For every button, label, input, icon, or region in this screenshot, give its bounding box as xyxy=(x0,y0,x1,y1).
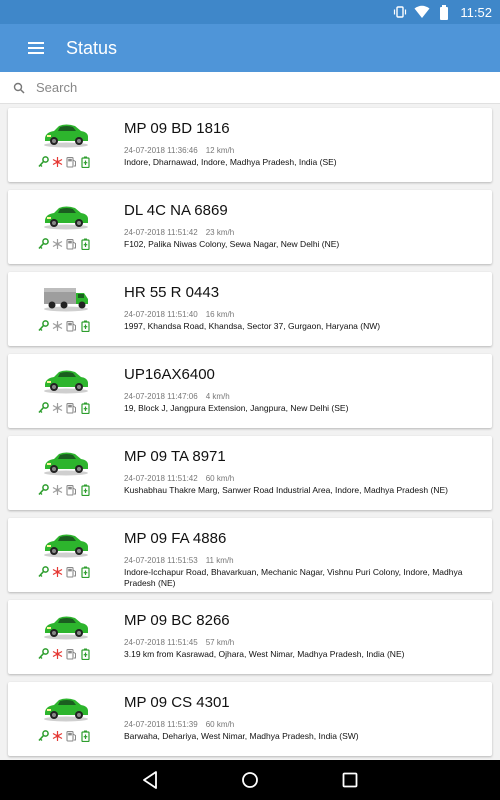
system-nav-bar xyxy=(0,760,500,800)
fuel-icon xyxy=(66,648,77,660)
key-icon xyxy=(38,648,49,660)
page-title: Status xyxy=(66,37,118,58)
fuel-icon xyxy=(66,484,77,496)
fuel-icon xyxy=(66,730,77,742)
vehicle-card[interactable] xyxy=(8,108,492,182)
car-icon xyxy=(42,530,90,558)
vehicle-card[interactable] xyxy=(8,682,492,756)
key-icon xyxy=(38,730,49,742)
vehicle-plate: MP 09 FA 4886 xyxy=(124,530,227,547)
key-icon xyxy=(38,484,49,496)
menu-icon[interactable] xyxy=(24,36,48,60)
search-input[interactable] xyxy=(36,80,436,95)
fuel-icon xyxy=(66,566,77,578)
vehicle-plate: HR 55 R 0443 xyxy=(124,284,220,301)
vehicle-address: 3.19 km from Kasrawad, Ojhara, West Nimar, Madhya Pradesh, India (NE) xyxy=(124,649,405,659)
battery-icon xyxy=(80,730,91,742)
battery-status-icon xyxy=(436,4,452,20)
fuel-icon xyxy=(66,238,77,250)
car-icon xyxy=(42,120,90,148)
back-icon[interactable] xyxy=(138,768,162,792)
clock: 11:52 xyxy=(460,4,492,20)
vehicle-plate: MP 09 BD 1816 xyxy=(124,120,230,137)
vehicle-timestamp: 24-07-2018 11:47:06 xyxy=(124,392,198,401)
vehicle-address: 1997, Khandsa Road, Khandsa, Sector 37, Gurgaon, Haryana (NW) xyxy=(124,321,381,331)
key-icon xyxy=(38,566,49,578)
vibrate-icon xyxy=(392,4,408,20)
battery-icon xyxy=(80,566,91,578)
ac-icon xyxy=(52,238,63,250)
vehicle-meta xyxy=(124,310,234,319)
vehicle-status-icons xyxy=(38,156,91,168)
vehicle-speed: 16 km/h xyxy=(205,310,235,319)
vehicle-meta xyxy=(124,720,234,729)
car-icon xyxy=(42,202,90,230)
car-icon xyxy=(42,366,90,394)
key-icon xyxy=(38,156,49,168)
ac-icon xyxy=(52,648,63,660)
key-icon xyxy=(38,320,49,332)
vehicle-meta xyxy=(124,228,234,237)
vehicle-speed: 12 km/h xyxy=(205,146,235,155)
key-icon xyxy=(38,238,49,250)
battery-icon xyxy=(80,238,91,250)
app-bar xyxy=(0,24,500,72)
vehicle-status-icons xyxy=(38,566,91,578)
battery-icon xyxy=(80,484,91,496)
vehicle-status-icons xyxy=(38,320,91,332)
status-bar xyxy=(0,0,500,24)
ac-icon xyxy=(52,402,63,414)
search-bar xyxy=(0,72,500,104)
vehicle-speed: 60 km/h xyxy=(205,474,235,483)
vehicle-plate: MP 09 BC 8266 xyxy=(124,612,230,629)
fuel-icon xyxy=(66,156,77,168)
recents-icon[interactable] xyxy=(338,768,362,792)
vehicle-timestamp: 24-07-2018 11:51:53 xyxy=(124,556,198,565)
battery-icon xyxy=(80,402,91,414)
vehicle-list xyxy=(0,104,500,760)
ac-icon xyxy=(52,484,63,496)
vehicle-meta xyxy=(124,638,234,647)
vehicle-card[interactable] xyxy=(8,436,492,510)
car-icon xyxy=(42,448,90,476)
vehicle-address: Indore, Dharnawad, Indore, Madhya Pradesh, India (SE) xyxy=(124,157,337,167)
truck-icon xyxy=(42,284,90,312)
ac-icon xyxy=(52,320,63,332)
ac-icon xyxy=(52,156,63,168)
vehicle-address: 19, Block J, Jangpura Extension, Jangpura, New Delhi (SE) xyxy=(124,403,349,413)
vehicle-card[interactable] xyxy=(8,190,492,264)
vehicle-timestamp: 24-07-2018 11:51:42 xyxy=(124,228,198,237)
vehicle-plate: DL 4C NA 6869 xyxy=(124,202,228,219)
battery-icon xyxy=(80,320,91,332)
vehicle-card[interactable] xyxy=(8,600,492,674)
vehicle-timestamp: 24-07-2018 11:51:39 xyxy=(124,720,198,729)
search-icon xyxy=(12,81,26,95)
vehicle-card[interactable] xyxy=(8,272,492,346)
vehicle-speed: 60 km/h xyxy=(205,720,235,729)
vehicle-speed: 11 km/h xyxy=(205,556,234,565)
vehicle-timestamp: 24-07-2018 11:51:42 xyxy=(124,474,198,483)
vehicle-plate: MP 09 TA 8971 xyxy=(124,448,226,465)
vehicle-meta xyxy=(124,474,234,483)
home-icon[interactable] xyxy=(238,768,262,792)
battery-icon xyxy=(80,648,91,660)
vehicle-status-icons xyxy=(38,238,91,250)
vehicle-card[interactable] xyxy=(8,354,492,428)
ac-icon xyxy=(52,730,63,742)
vehicle-meta xyxy=(124,146,234,155)
vehicle-status-icons xyxy=(38,730,91,742)
vehicle-plate: UP16AX6400 xyxy=(124,366,215,383)
vehicle-speed: 23 km/h xyxy=(205,228,235,237)
vehicle-timestamp: 24-07-2018 11:36:46 xyxy=(124,146,198,155)
vehicle-card[interactable] xyxy=(8,518,492,592)
vehicle-timestamp: 24-07-2018 11:51:40 xyxy=(124,310,198,319)
vehicle-address: Indore-Icchapur Road, Bhavarkuan, Mechanic Nagar, Vishnu Puri Colony, Indore, Madhya Pradesh (NE) xyxy=(124,567,463,588)
fuel-icon xyxy=(66,320,77,332)
vehicle-speed: 4 km/h xyxy=(205,392,230,401)
key-icon xyxy=(38,402,49,414)
vehicle-timestamp: 24-07-2018 11:51:45 xyxy=(124,638,198,647)
wifi-icon xyxy=(414,4,430,20)
car-icon xyxy=(42,694,90,722)
vehicle-speed: 57 km/h xyxy=(205,638,235,647)
vehicle-status-icons xyxy=(38,484,91,496)
vehicle-meta xyxy=(124,556,234,565)
ac-icon xyxy=(52,566,63,578)
fuel-icon xyxy=(66,402,77,414)
vehicle-status-icons xyxy=(38,402,91,414)
vehicle-meta xyxy=(124,392,230,401)
vehicle-address: Barwaha, Dehariya, West Nimar, Madhya Pradesh, India (SW) xyxy=(124,731,359,741)
car-icon xyxy=(42,612,90,640)
vehicle-address: F102, Palika Niwas Colony, Sewa Nagar, New Delhi (NE) xyxy=(124,239,340,249)
vehicle-plate: MP 09 CS 4301 xyxy=(124,694,230,711)
vehicle-status-icons xyxy=(38,648,91,660)
battery-icon xyxy=(80,156,91,168)
vehicle-address: Kushabhau Thakre Marg, Sanwer Road Industrial Area, Indore, Madhya Pradesh (NE) xyxy=(124,485,448,495)
